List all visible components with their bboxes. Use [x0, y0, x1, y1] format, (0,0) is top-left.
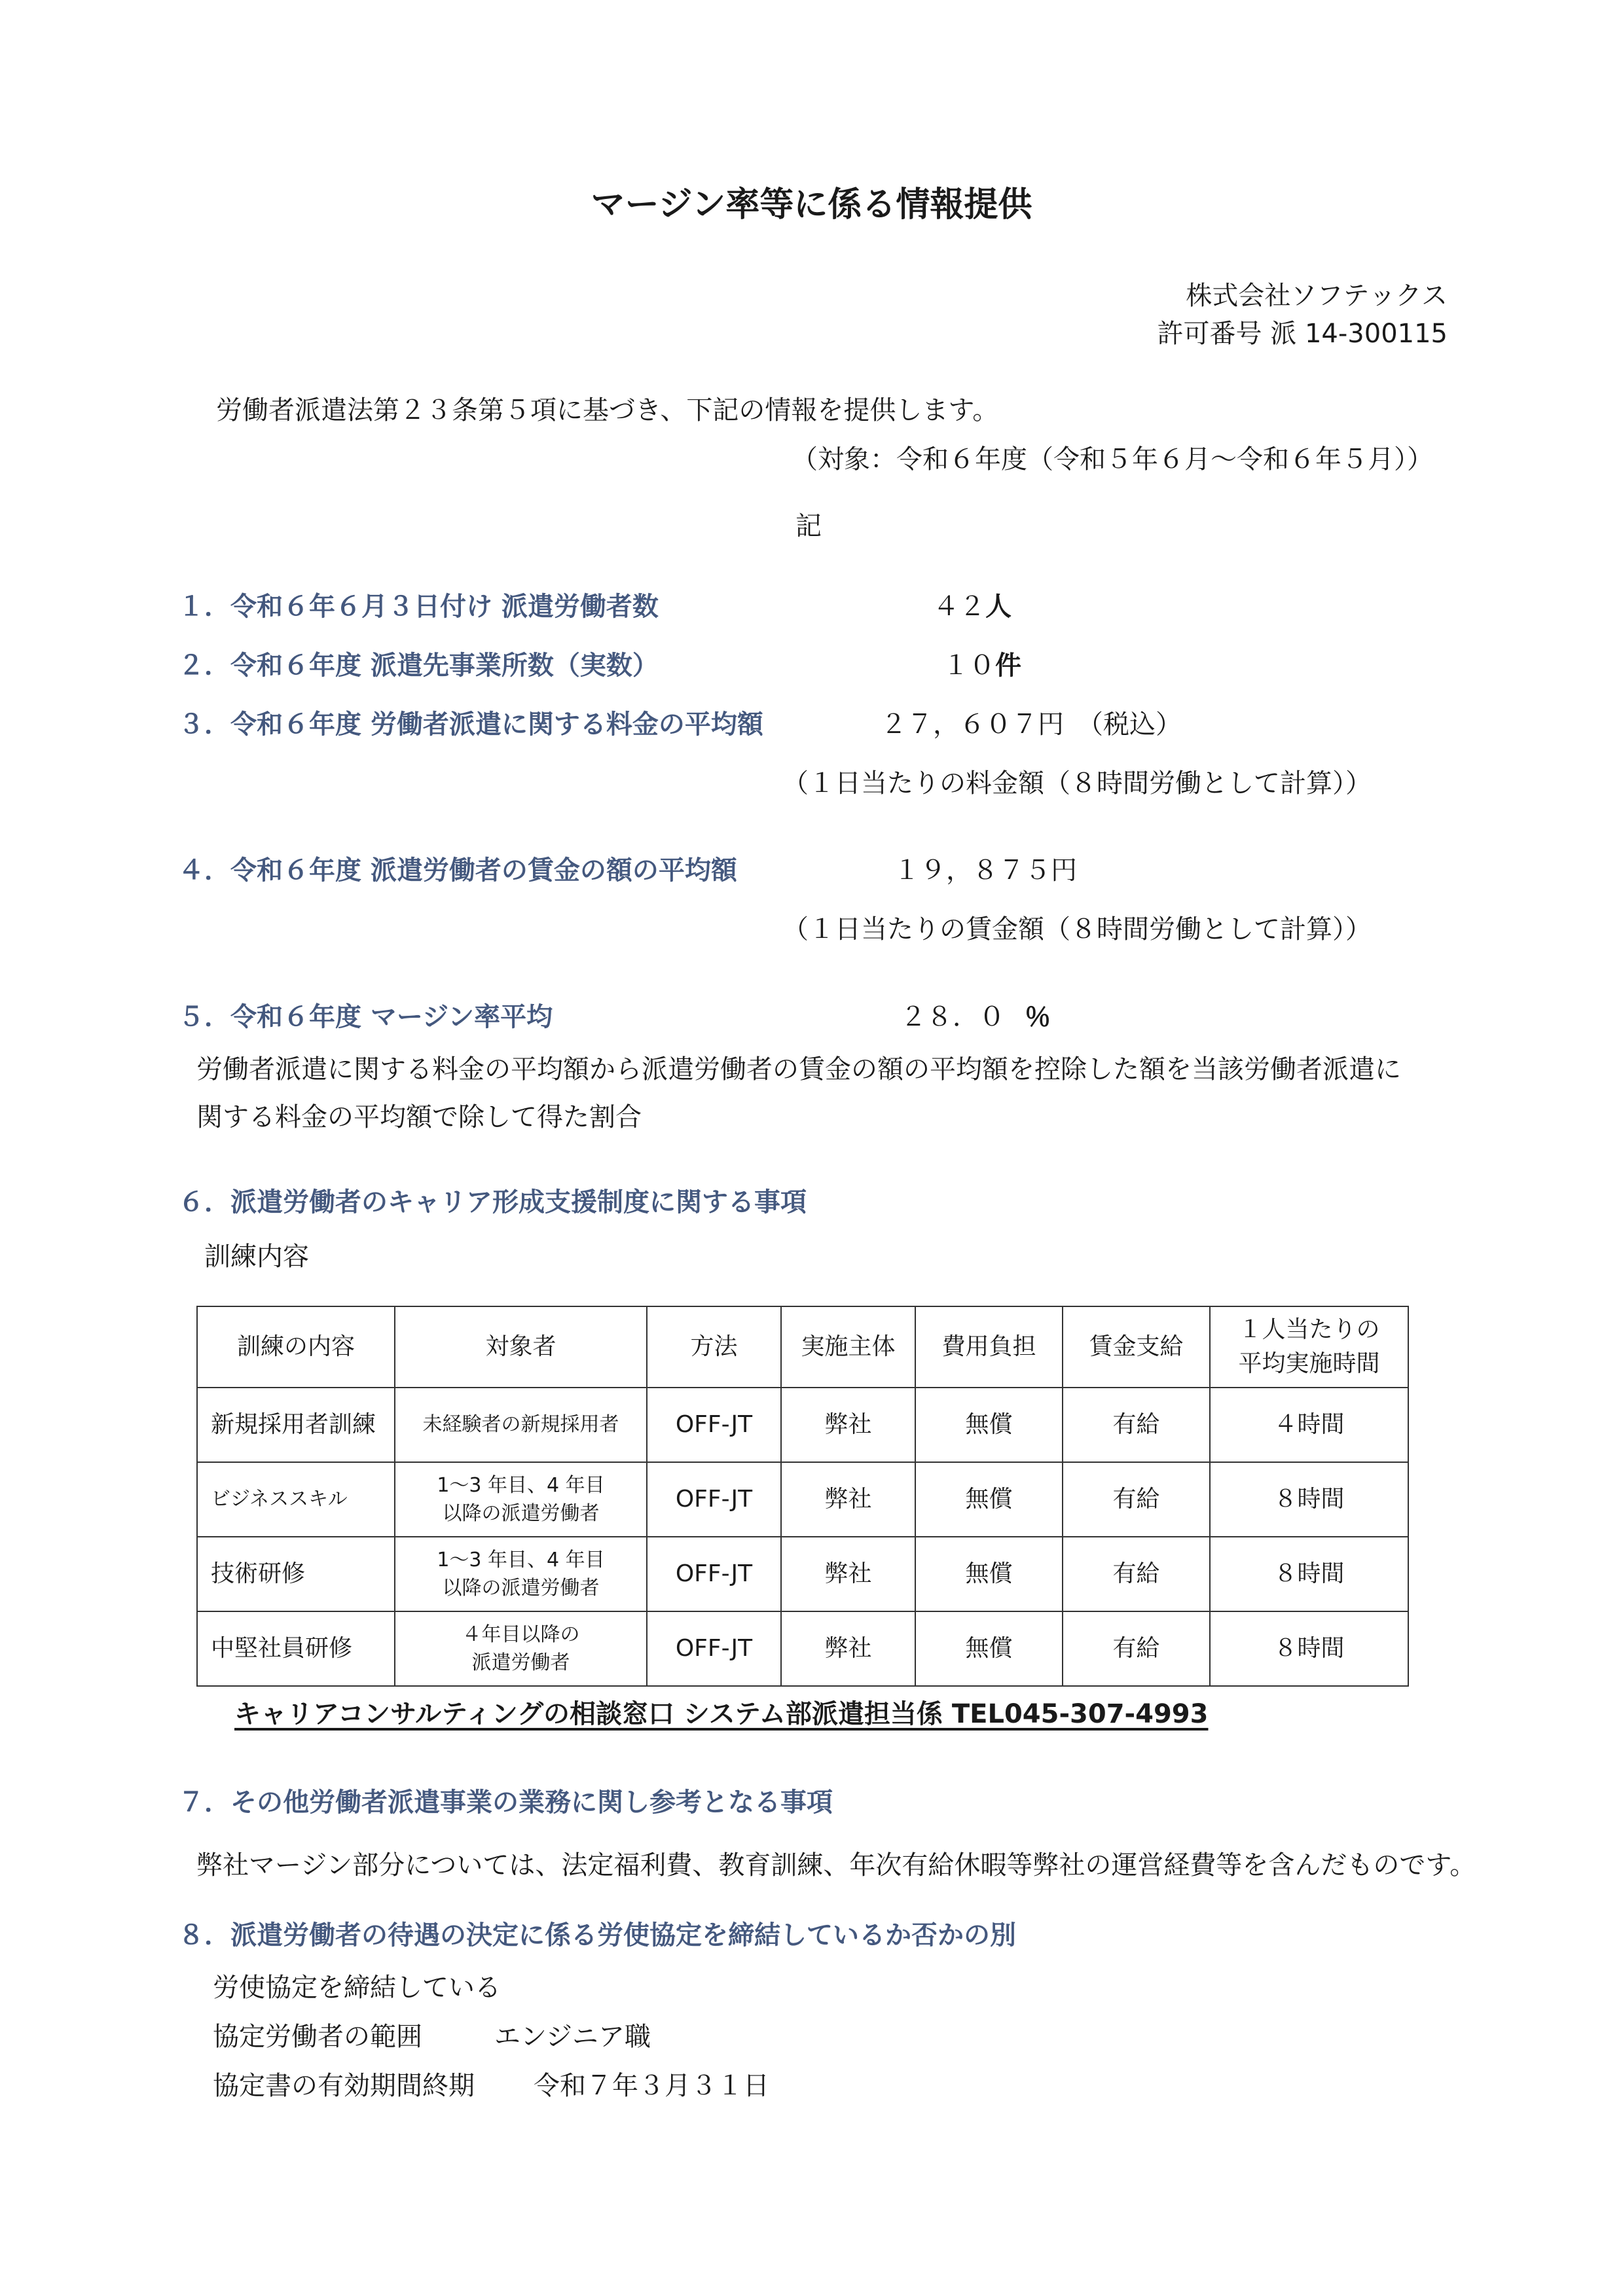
- table-row: [197, 1537, 1408, 1611]
- item-2-unit: 件: [995, 651, 1021, 681]
- section-8-header: ８．派遣労働者の待遇の決定に係る労使協定を締結しているか否かの別: [178, 1920, 1016, 1950]
- col-header-content: 訓練の内容: [197, 1306, 395, 1388]
- item-1-value-group: [933, 586, 1012, 623]
- training-method: OFF-JT: [647, 1462, 781, 1537]
- training-target-line2: 以降の派遣労働者: [442, 1502, 600, 1525]
- training-wage: 有給: [1063, 1611, 1210, 1686]
- item-2-value-group: [943, 645, 1021, 682]
- training-target-line1: 1～3 年目、4 年目: [437, 1548, 605, 1571]
- training-target: [395, 1611, 647, 1686]
- agreement-status: 労使協定を締結している: [213, 1973, 501, 2003]
- col-header-hours-line2: 平均実施時間: [1238, 1350, 1380, 1377]
- item-5-label: ５．令和６年度 マージン率平均: [178, 1002, 553, 1032]
- table-row: [197, 1611, 1408, 1686]
- training-wage: 有給: [1063, 1388, 1210, 1462]
- table-row: [197, 1388, 1408, 1462]
- training-hours: ４時間: [1210, 1388, 1408, 1462]
- section-7-header: ７．その他労働者派遣事業の業務に関し参考となる事項: [178, 1787, 833, 1818]
- item-4-note: （１日当たりの賃金額（８時間労働として計算））: [782, 914, 1372, 944]
- training-name: 新規採用者訓練: [197, 1388, 395, 1462]
- item-1-value: ４２: [933, 592, 985, 622]
- training-target: [395, 1537, 647, 1611]
- training-wage: 有給: [1063, 1462, 1210, 1537]
- training-target-line1: 1～3 年目、4 年目: [437, 1473, 605, 1497]
- item-5-value: ２８．０: [900, 1002, 1005, 1032]
- period-text: （対象：令和６年度（令和５年６月～令和６年５月））: [792, 444, 1433, 475]
- section-6-header: ６．派遣労働者のキャリア形成支援制度に関する事項: [178, 1187, 807, 1217]
- training-cost: 無償: [915, 1388, 1063, 1462]
- training-table: [196, 1306, 1409, 1687]
- item-1-unit: 人: [985, 592, 1012, 622]
- col-header-wage: 賃金支給: [1063, 1306, 1210, 1388]
- ki-mark: 記: [795, 511, 822, 541]
- agreement-expiry-value: 令和７年３月３１日: [534, 2071, 769, 2101]
- item-1-label: １．令和６年６月３日付け 派遣労働者数: [178, 592, 659, 622]
- training-cost: 無償: [915, 1462, 1063, 1537]
- training-method: OFF-JT: [647, 1611, 781, 1686]
- col-header-hours-line1: １人当たりの: [1238, 1316, 1380, 1343]
- item-5-unit: ％: [1025, 1002, 1051, 1032]
- training-provider: 弊社: [781, 1537, 915, 1611]
- agreement-expiry-label: 協定書の有効期間終期: [213, 2071, 475, 2101]
- training-target: [395, 1462, 647, 1537]
- table-row: [197, 1462, 1408, 1537]
- agreement-scope-label: 協定労働者の範囲: [213, 2022, 422, 2052]
- col-header-cost: 費用負担: [915, 1306, 1063, 1388]
- agreement-scope-value: エンジニア職: [494, 2022, 651, 2052]
- training-target: [395, 1388, 647, 1462]
- training-method: OFF-JT: [647, 1537, 781, 1611]
- item-3-note: （１日当たりの料金額（８時間労働として計算））: [782, 768, 1372, 798]
- item-4-value: １９，８７５円: [894, 855, 1077, 886]
- training-target-line2: 派遣労働者: [471, 1651, 570, 1674]
- col-header-hours: [1210, 1306, 1408, 1388]
- training-name: 中堅社員研修: [197, 1611, 395, 1686]
- training-target-line1: ４年目以降の: [462, 1623, 580, 1646]
- item-4-label: ４．令和６年度 派遣労働者の賃金の額の平均額: [178, 855, 737, 886]
- intro-text: 労働者派遣法第２３条第５項に基づき、下記の情報を提供します。: [216, 395, 999, 425]
- section-7-text: 弊社マージン部分については、法定福利費、教育訓練、年次有給休暇等弊社の運営経費等を含んだものです。: [196, 1850, 1476, 1880]
- training-method: OFF-JT: [647, 1388, 781, 1462]
- col-header-provider: 実施主体: [781, 1306, 915, 1388]
- item-5-desc-line1: 労働者派遣に関する料金の平均額から派遣労働者の賃金の額の平均額を控除した額を当該労働者派遣に: [196, 1054, 1401, 1085]
- section-6-subheading: 訓練内容: [204, 1242, 309, 1272]
- item-2-value: １０: [943, 651, 995, 681]
- col-header-target: 対象者: [395, 1306, 647, 1388]
- training-provider: 弊社: [781, 1462, 915, 1537]
- training-hours: ８時間: [1210, 1462, 1408, 1537]
- col-header-method: 方法: [647, 1306, 781, 1388]
- training-provider: 弊社: [781, 1388, 915, 1462]
- item-3-label: ３．令和６年度 労働者派遣に関する料金の平均額: [178, 709, 763, 740]
- training-provider: 弊社: [781, 1611, 915, 1686]
- item-2-label: ２．令和６年度 派遣先事業所数（実数）: [178, 651, 659, 681]
- training-name: 技術研修: [197, 1537, 395, 1611]
- company-name: 株式会社ソフテックス: [1186, 281, 1448, 311]
- item-5-desc-line2: 関する料金の平均額で除して得た割合: [196, 1102, 642, 1132]
- permit-number: 許可番号 派 14-300115: [1157, 319, 1448, 349]
- page-title: マージン率等に係る情報提供: [591, 185, 1032, 224]
- training-name: ビジネススキル: [197, 1462, 395, 1537]
- training-cost: 無償: [915, 1537, 1063, 1611]
- training-wage: 有給: [1063, 1537, 1210, 1611]
- career-consult-contact: キャリアコンサルティングの相談窓口 システム部派遣担当係 TEL045-307-4993: [234, 1699, 1209, 1729]
- item-5-value-group: [900, 996, 1051, 1033]
- training-target-line2: 以降の派遣労働者: [442, 1577, 600, 1600]
- table-header-row: [197, 1306, 1408, 1388]
- item-3-value: ２７，６０７円 （税込）: [881, 709, 1182, 740]
- training-target-line1: 未経験者の新規採用者: [422, 1413, 619, 1437]
- training-cost: 無償: [915, 1611, 1063, 1686]
- training-hours: ８時間: [1210, 1537, 1408, 1611]
- training-hours: ８時間: [1210, 1611, 1408, 1686]
